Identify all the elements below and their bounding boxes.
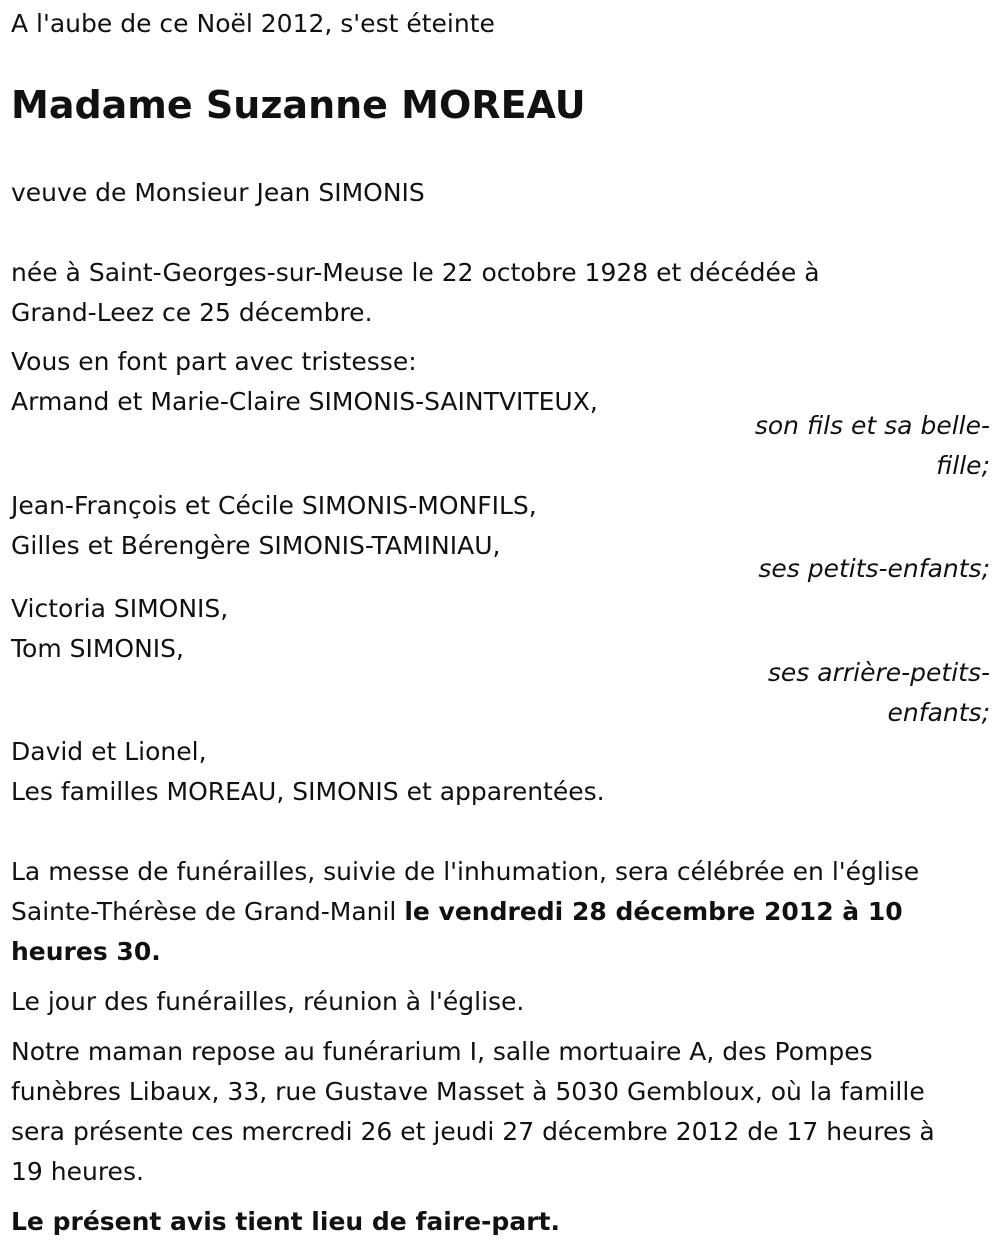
great-grandchild-name-2: Tom SIMONIS, xyxy=(11,634,184,663)
deceased-name: Madame Suzanne MOREAU xyxy=(11,83,586,127)
great-grandchildren-relation-line-2: enfants; xyxy=(887,698,990,727)
grandchildren-relation: ses petits-enfants; xyxy=(758,554,990,583)
grandchild-name-2: Gilles et Bérengère SIMONIS-TAMINIAU, xyxy=(11,531,501,560)
repose-line-1: Notre maman repose au funérarium I, salle mortuaire A, des Pompes xyxy=(11,1037,873,1066)
funeral-date: le vendredi 28 décembre 2012 à 10 xyxy=(404,897,903,926)
repose-line-4: 19 heures. xyxy=(11,1157,144,1186)
birth-death-line-1: née à Saint-Georges-sur-Meuse le 22 octobre 1928 et décédée à xyxy=(11,258,820,287)
other-family-1: David et Lionel, xyxy=(11,737,207,766)
funeral-line-1: La messe de funérailles, suivie de l'inhumation, sera célébrée en l'église xyxy=(11,857,920,886)
widow-of-text: veuve de Monsieur Jean SIMONIS xyxy=(11,178,425,207)
son-relation-line-1: son fils et sa belle- xyxy=(754,411,990,440)
other-family-2: Les familles MOREAU, SIMONIS et apparentées. xyxy=(11,777,605,806)
funeral-location: Sainte-Thérèse de Grand-Manil xyxy=(11,897,405,926)
birth-death-line-2: Grand-Leez ce 25 décembre. xyxy=(11,298,373,327)
great-grandchild-name-1: Victoria SIMONIS, xyxy=(11,594,229,623)
gathering-text: Le jour des funérailles, réunion à l'église. xyxy=(11,987,525,1016)
intro-text: A l'aube de ce Noël 2012, s'est éteinte xyxy=(11,9,495,38)
son-relation-line-2: fille; xyxy=(936,451,990,480)
grandchild-name-1: Jean-François et Cécile SIMONIS-MONFILS, xyxy=(11,491,537,520)
repose-line-2: funèbres Libaux, 33, rue Gustave Masset à 5030 Gembloux, où la famille xyxy=(11,1077,925,1106)
closing-text: Le présent avis tient lieu de faire-part. xyxy=(11,1207,560,1236)
great-grandchildren-relation-line-1: ses arrière-petits- xyxy=(767,658,990,687)
repose-line-3: sera présente ces mercredi 26 et jeudi 27 décembre 2012 de 17 heures à xyxy=(11,1117,935,1146)
announce-intro: Vous en font part avec tristesse: xyxy=(11,347,417,376)
son-names: Armand et Marie-Claire SIMONIS-SAINTVITEUX, xyxy=(11,387,598,416)
funeral-line-2 xyxy=(11,892,903,932)
funeral-time: heures 30. xyxy=(11,937,161,966)
